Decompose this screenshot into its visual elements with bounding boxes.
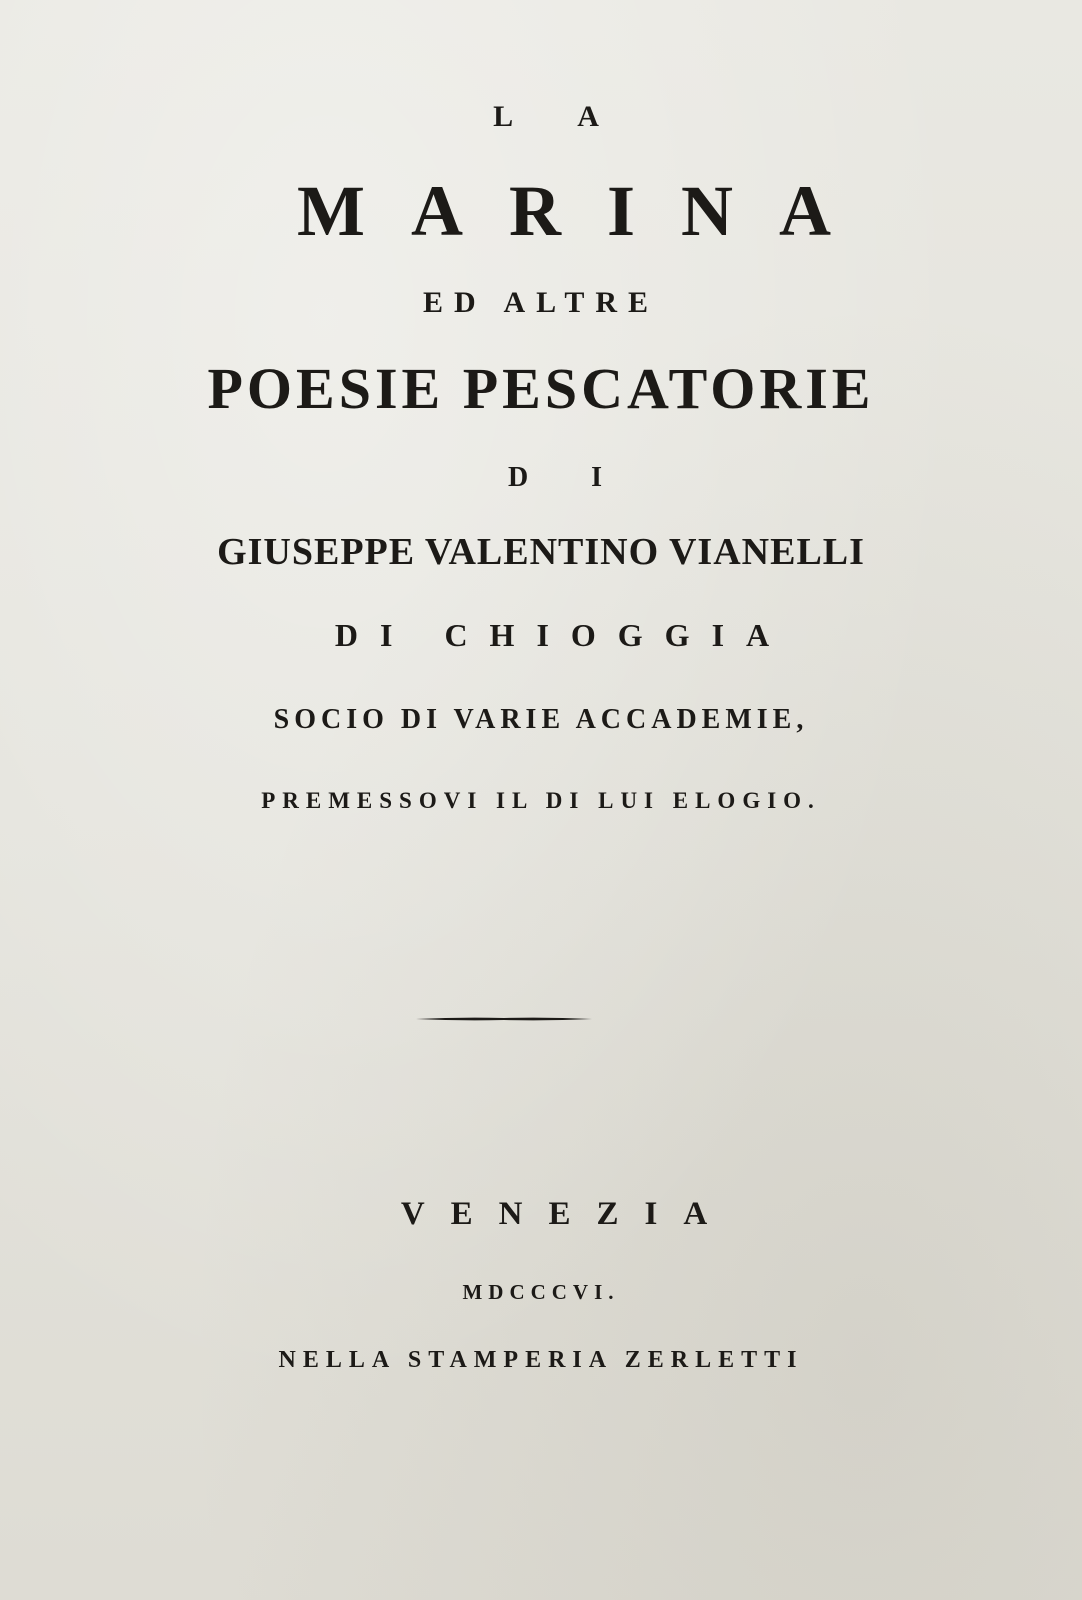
- imprint-printer: NELLA STAMPERIA ZERLETTI: [278, 1347, 804, 1373]
- subtitle-line-1: ED ALTRE: [422, 286, 660, 319]
- imprint-city: VENEZIA: [400, 1196, 734, 1232]
- subtitle-line-2: POESIE PESCATORIE: [207, 356, 875, 421]
- preface-note: PREMESSOVI IL DI LUI ELOGIO.: [261, 788, 821, 813]
- book-title: MARINA: [297, 171, 877, 251]
- by-line: D I: [507, 462, 631, 493]
- imprint-year: MDCCCVI.: [462, 1280, 620, 1304]
- title-article: L A: [493, 100, 629, 133]
- author-origin: DI CHIOGGIA: [334, 617, 792, 653]
- author-name: GIUSEPPE VALENTINO VIANELLI: [217, 531, 865, 573]
- decorative-rule: [416, 1016, 592, 1022]
- author-role: SOCIO DI VARIE ACCADEMIE,: [273, 704, 809, 735]
